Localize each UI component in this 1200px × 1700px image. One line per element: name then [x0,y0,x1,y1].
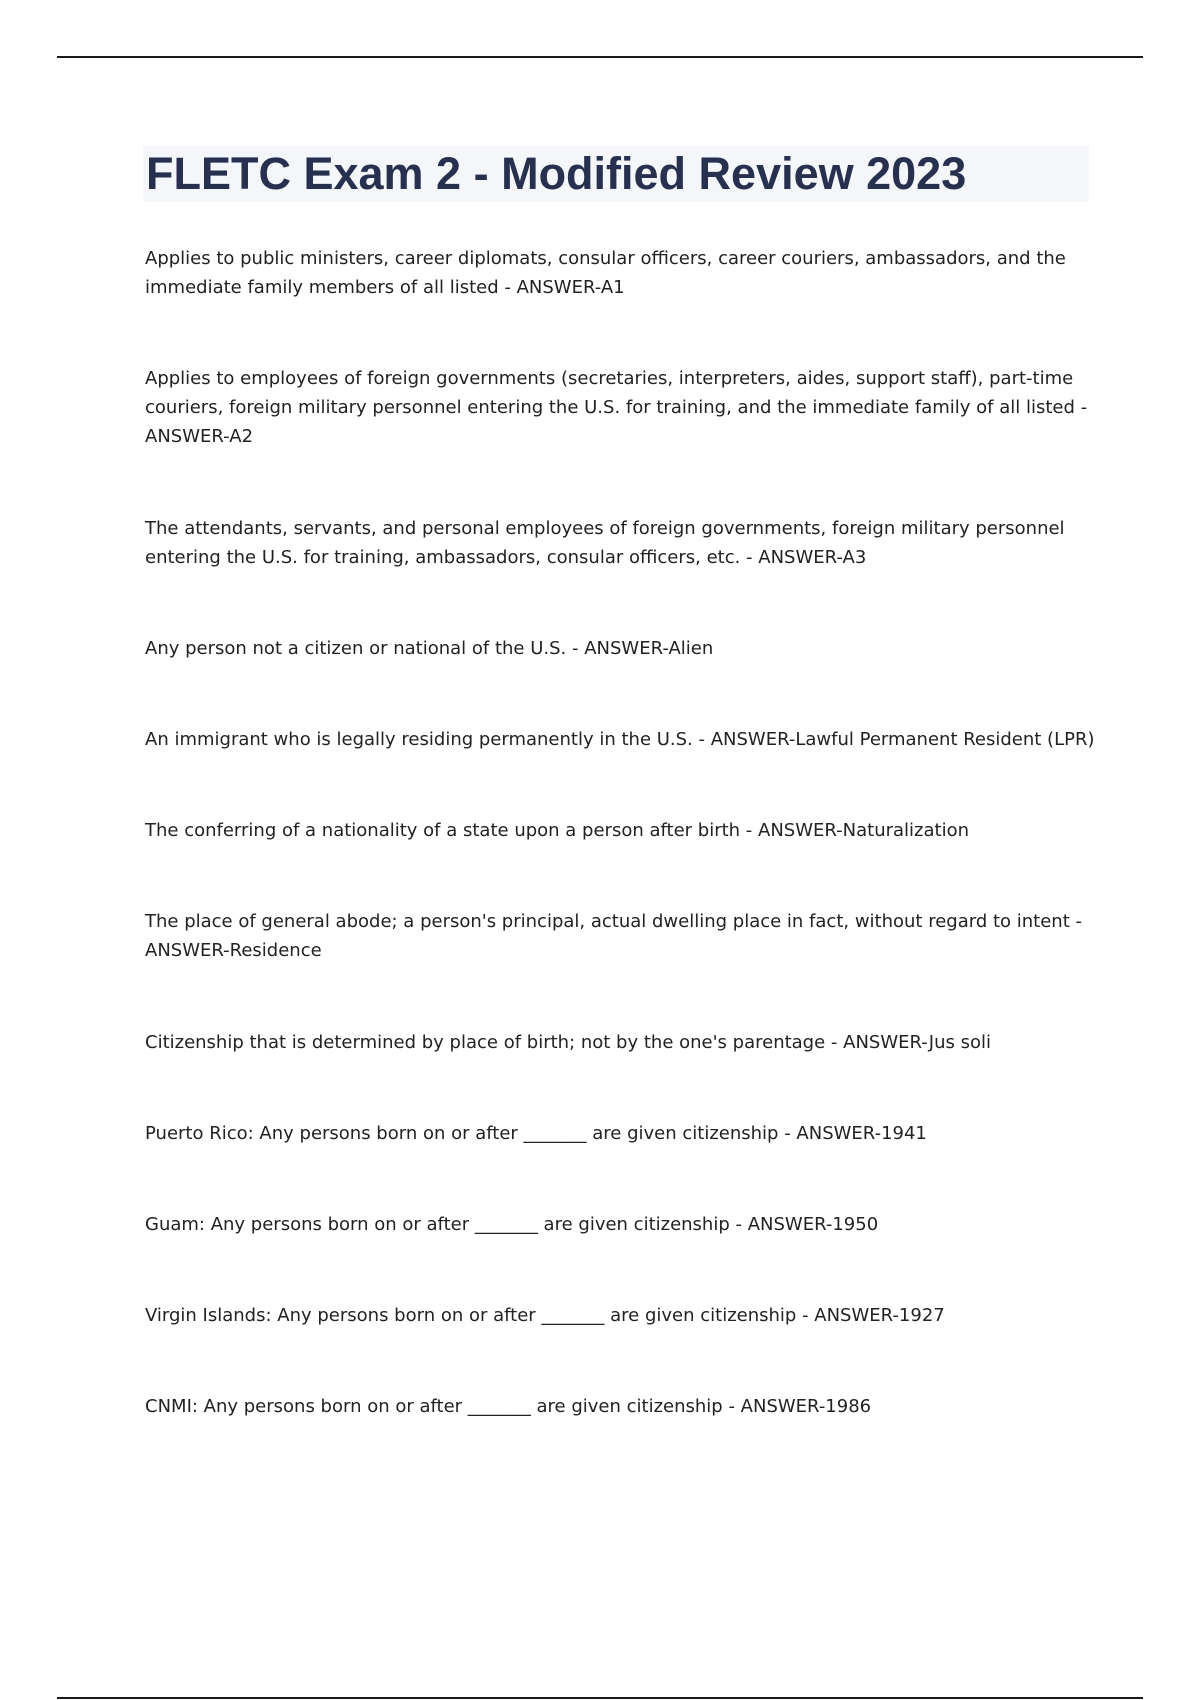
top-rule [57,56,1143,58]
qa-item-7: The place of general abode; a person's principal, actual dwelling place in fact, without regard to intent - ANSWER-Residence [145,911,1082,961]
qa-item-6: The conferring of a nationality of a state upon a person after birth - ANSWER-Naturalization [145,820,970,841]
qa-item-8: Citizenship that is determined by place of birth; not by the one's parentage - ANSWER-Jus soli [145,1032,991,1053]
qa-item-1: Applies to public ministers, career diplomats, consular officers, career couriers, ambassadors, and the immediate family members of all listed - ANSWER-A1 [145,248,1066,298]
qa-item-2: Applies to employees of foreign governments (secretaries, interpreters, aides, support staff), part-time couriers, foreign military personnel entering the U.S. for training, and the immediate family of all listed - ANSWER-A2 [145,368,1088,447]
qa-item-5: An immigrant who is legally residing permanently in the U.S. - ANSWER-Lawful Permanent Resident (LPR) [145,729,1095,750]
qa-item-3: The attendants, servants, and personal employees of foreign governments, foreign military personnel entering the U.S. for training, ambassadors, consular officers, etc. - ANSWER-A3 [145,518,1065,568]
qa-item-9: Puerto Rico: Any persons born on or after _______ are given citizenship - ANSWER-1941 [145,1123,927,1144]
qa-item-4: Any person not a citizen or national of the U.S. - ANSWER-Alien [145,638,714,659]
bottom-rule [57,1697,1143,1699]
qa-item-12: CNMI: Any persons born on or after _______ are given citizenship - ANSWER-1986 [145,1396,872,1417]
qa-item-11: Virgin Islands: Any persons born on or after _______ are given citizenship - ANSWER-1927 [145,1305,945,1326]
qa-item-10: Guam: Any persons born on or after _______ are given citizenship - ANSWER-1950 [145,1214,879,1235]
page-title: FLETC Exam 2 - Modified Review 2023 [146,148,967,199]
